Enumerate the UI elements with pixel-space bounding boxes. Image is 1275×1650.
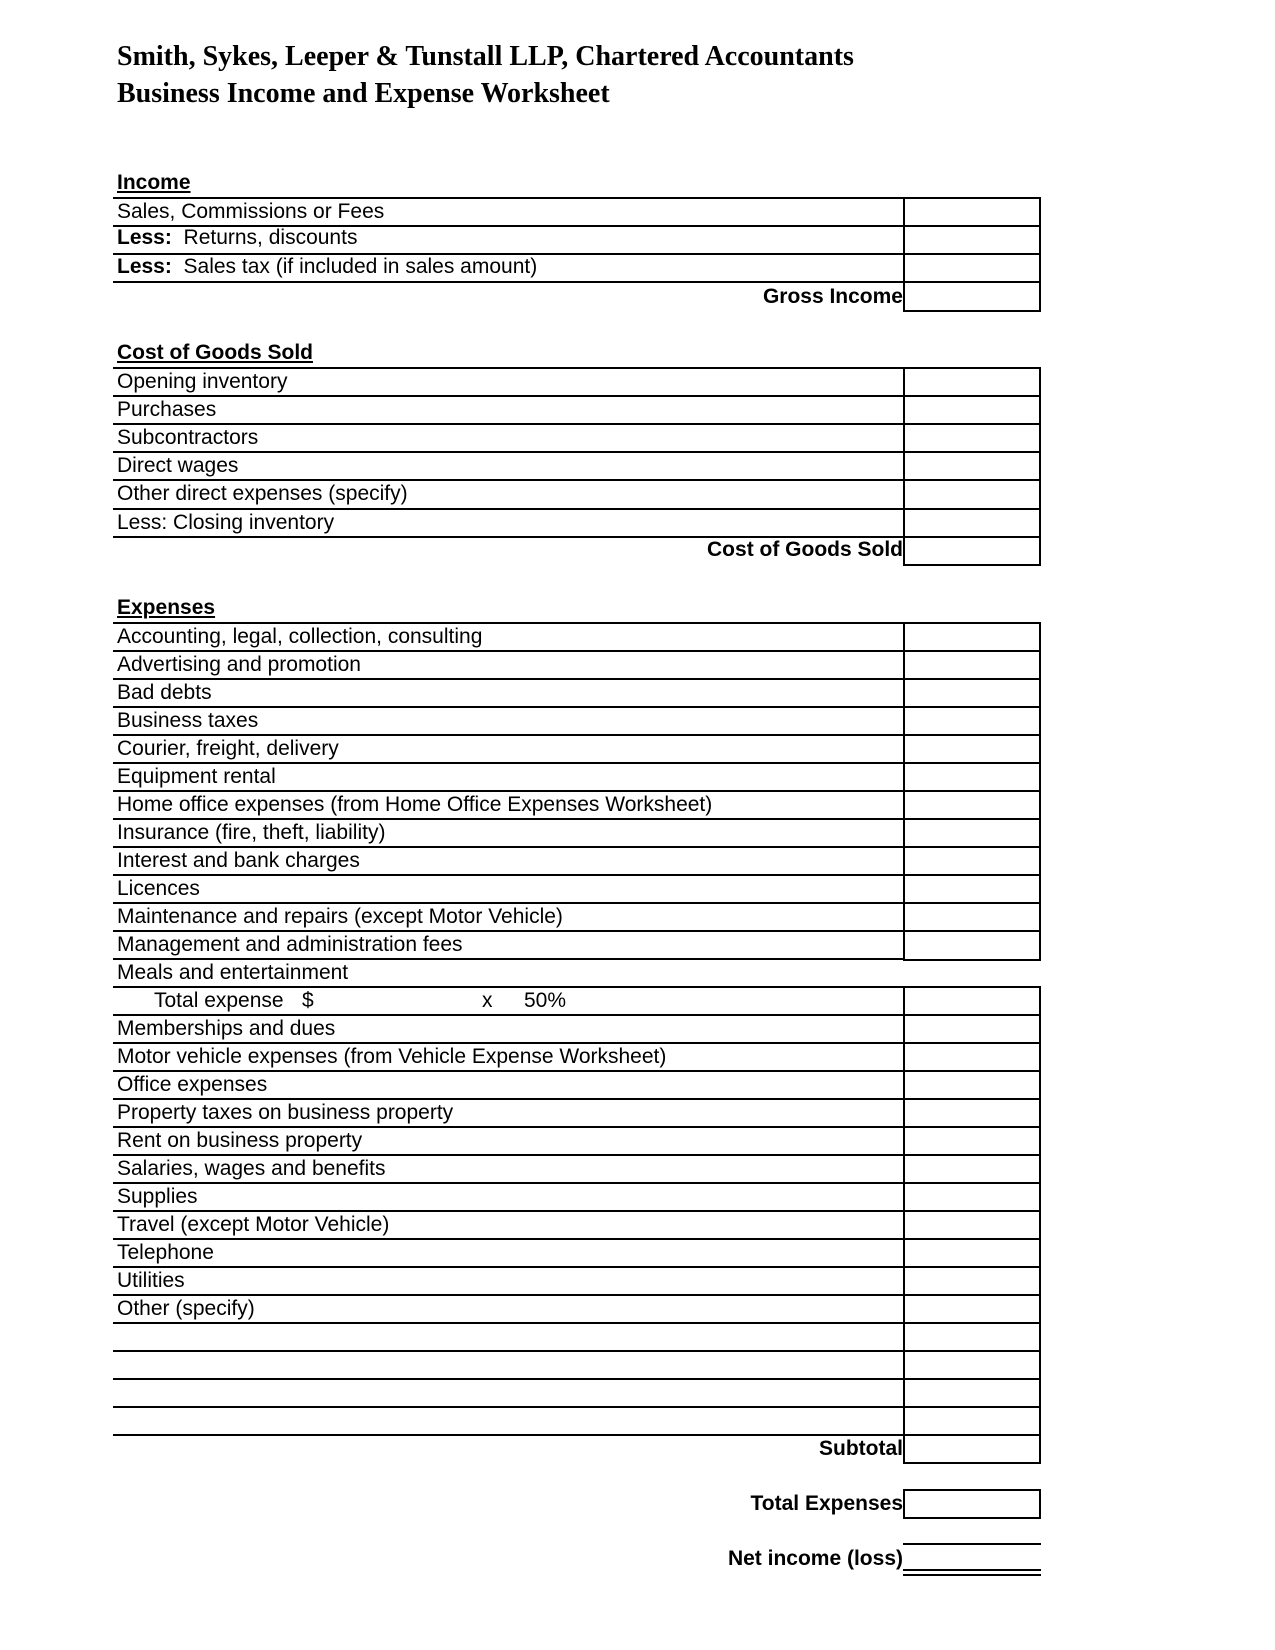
income-amount-column (903, 197, 1041, 312)
expense-row: Interest and bank charges (117, 849, 360, 872)
expense-row: Office expenses (117, 1073, 268, 1096)
less-label: Less: (117, 226, 172, 249)
amount-cell-divider (903, 281, 1041, 283)
expense-row: Maintenance and repairs (except Motor Vehicle) (117, 905, 563, 928)
amount-cell-divider (903, 1014, 1041, 1016)
expense-row-meals: Meals and entertainment (117, 961, 349, 984)
row-divider (113, 874, 904, 876)
cogs-row: Direct wages (117, 454, 239, 477)
amount-cell-divider (903, 1154, 1041, 1156)
amount-cell-divider (903, 930, 1041, 932)
cogs-row: Opening inventory (117, 370, 288, 393)
amount-cell-divider (903, 902, 1041, 904)
row-divider (113, 423, 904, 425)
amount-cell-divider (903, 395, 1041, 397)
total-expenses-label: Total Expenses (750, 1492, 903, 1515)
amount-cell-divider (903, 1266, 1041, 1268)
row-divider (113, 706, 904, 708)
amount-cell-divider (903, 1294, 1041, 1296)
sales-tax-label: Sales tax (if included in sales amount) (183, 255, 538, 278)
amount-cell-divider (903, 479, 1041, 481)
expense-row: Accounting, legal, collection, consulting (117, 625, 483, 648)
amount-cell-divider (903, 818, 1041, 820)
expenses-amount-column-2 (903, 986, 1041, 1464)
amount-cell-divider (903, 706, 1041, 708)
returns-label: Returns, discounts (183, 226, 358, 249)
expense-row: Management and administration fees (117, 933, 463, 956)
row-divider (113, 1070, 904, 1072)
expense-row: Advertising and promotion (117, 653, 361, 676)
net-income-top-line (903, 1543, 1041, 1545)
row-divider (113, 1322, 904, 1324)
amount-cell-divider (903, 1182, 1041, 1184)
row-divider (113, 790, 904, 792)
income-row-returns (117, 226, 357, 250)
row-divider (113, 1098, 904, 1100)
expenses-amount-column-1 (903, 622, 1041, 961)
total-expenses-box (903, 1489, 1041, 1519)
cogs-total-label: Cost of Goods Sold (707, 538, 903, 561)
amount-cell-divider (903, 734, 1041, 736)
row-divider (113, 818, 904, 820)
row-divider (113, 762, 904, 764)
expense-row: Utilities (117, 1269, 185, 1292)
amount-cell-divider (903, 1210, 1041, 1212)
row-divider (113, 451, 904, 453)
row-divider (113, 1014, 904, 1016)
amount-cell-divider (903, 225, 1041, 227)
row-divider (113, 1294, 904, 1296)
multiply-sign: x (482, 989, 493, 1012)
row-divider (113, 479, 904, 481)
amount-cell-divider (903, 1378, 1041, 1380)
amount-cell-divider (903, 1434, 1041, 1436)
amount-cell-divider (903, 846, 1041, 848)
row-divider (113, 508, 904, 510)
row-divider (113, 1350, 904, 1352)
row-divider (113, 902, 904, 904)
cogs-row: Subcontractors (117, 426, 259, 449)
amount-cell-divider (903, 1406, 1041, 1408)
cogs-amount-column (903, 367, 1041, 566)
row-divider (113, 622, 904, 624)
cogs-row: Less: Closing inventory (117, 511, 335, 534)
expense-row: Business taxes (117, 709, 259, 732)
subtotal-label: Subtotal (819, 1437, 903, 1460)
expense-row: Supplies (117, 1185, 198, 1208)
amount-cell-divider (903, 678, 1041, 680)
row-divider (113, 650, 904, 652)
row-divider (113, 958, 904, 960)
expense-row: Motor vehicle expenses (from Vehicle Expense Worksheet) (117, 1045, 667, 1068)
row-divider (113, 1126, 904, 1128)
row-divider (113, 1238, 904, 1240)
expense-row: Licences (117, 877, 200, 900)
row-divider (113, 1266, 904, 1268)
amount-cell-divider (903, 1238, 1041, 1240)
net-income-double-line-2 (903, 1574, 1041, 1576)
percent-value: 50% (524, 989, 567, 1012)
row-divider (113, 1434, 904, 1436)
row-divider (113, 1154, 904, 1156)
expense-row: Travel (except Motor Vehicle) (117, 1213, 390, 1236)
row-divider (113, 1210, 904, 1212)
expense-row: Other (specify) (117, 1297, 255, 1320)
amount-cell-divider (903, 1350, 1041, 1352)
row-divider (113, 986, 904, 988)
income-row-sales: Sales, Commissions or Fees (117, 200, 385, 223)
net-income-double-line-1 (903, 1569, 1041, 1571)
row-divider (113, 1182, 904, 1184)
expenses-heading: Expenses (117, 596, 216, 619)
expense-row: Salaries, wages and benefits (117, 1157, 386, 1180)
amount-cell-divider (903, 874, 1041, 876)
amount-cell-divider (903, 423, 1041, 425)
cogs-row: Purchases (117, 398, 217, 421)
row-divider (113, 395, 904, 397)
row-divider (113, 1042, 904, 1044)
amount-cell-divider (903, 451, 1041, 453)
expense-row: Memberships and dues (117, 1017, 336, 1040)
row-divider (113, 734, 904, 736)
row-divider (113, 1378, 904, 1380)
amount-cell-divider (903, 253, 1041, 255)
total-expense-label: Total expense (154, 989, 284, 1012)
amount-cell-divider (903, 762, 1041, 764)
amount-cell-divider (903, 1042, 1041, 1044)
gross-income-label: Gross Income (762, 285, 903, 308)
expense-row: Home office expenses (from Home Office Expenses Worksheet) (117, 793, 713, 816)
row-divider (113, 846, 904, 848)
amount-cell-divider (903, 790, 1041, 792)
expense-row: Insurance (fire, theft, liability) (117, 821, 386, 844)
expense-row: Courier, freight, delivery (117, 737, 339, 760)
amount-cell-divider (903, 650, 1041, 652)
row-divider (113, 1406, 904, 1408)
expense-row: Property taxes on business property (117, 1101, 454, 1124)
expense-row: Equipment rental (117, 765, 276, 788)
firm-name: Smith, Sykes, Leeper & Tunstall LLP, Chartered Accountants (117, 41, 854, 72)
worksheet-title: Business Income and Expense Worksheet (117, 78, 610, 109)
amount-cell-divider (903, 1126, 1041, 1128)
row-divider (113, 678, 904, 680)
income-heading: Income (117, 171, 191, 194)
dollar-sign: $ (302, 989, 314, 1012)
expense-row: Rent on business property (117, 1129, 363, 1152)
expense-row: Telephone (117, 1241, 214, 1264)
less-label: Less: (117, 255, 172, 278)
net-income-label: Net income (loss) (727, 1547, 903, 1570)
amount-cell-divider (903, 1322, 1041, 1324)
cogs-row: Other direct expenses (specify) (117, 482, 408, 505)
amount-cell-divider (903, 536, 1041, 538)
expense-row: Bad debts (117, 681, 212, 704)
row-divider (113, 281, 904, 283)
amount-cell-divider (903, 508, 1041, 510)
row-divider (113, 930, 904, 932)
income-row-sales-tax (117, 255, 537, 279)
row-divider (113, 197, 904, 199)
row-divider (113, 367, 904, 369)
cogs-heading: Cost of Goods Sold (117, 341, 313, 364)
amount-cell-divider (903, 1098, 1041, 1100)
amount-cell-divider (903, 1070, 1041, 1072)
